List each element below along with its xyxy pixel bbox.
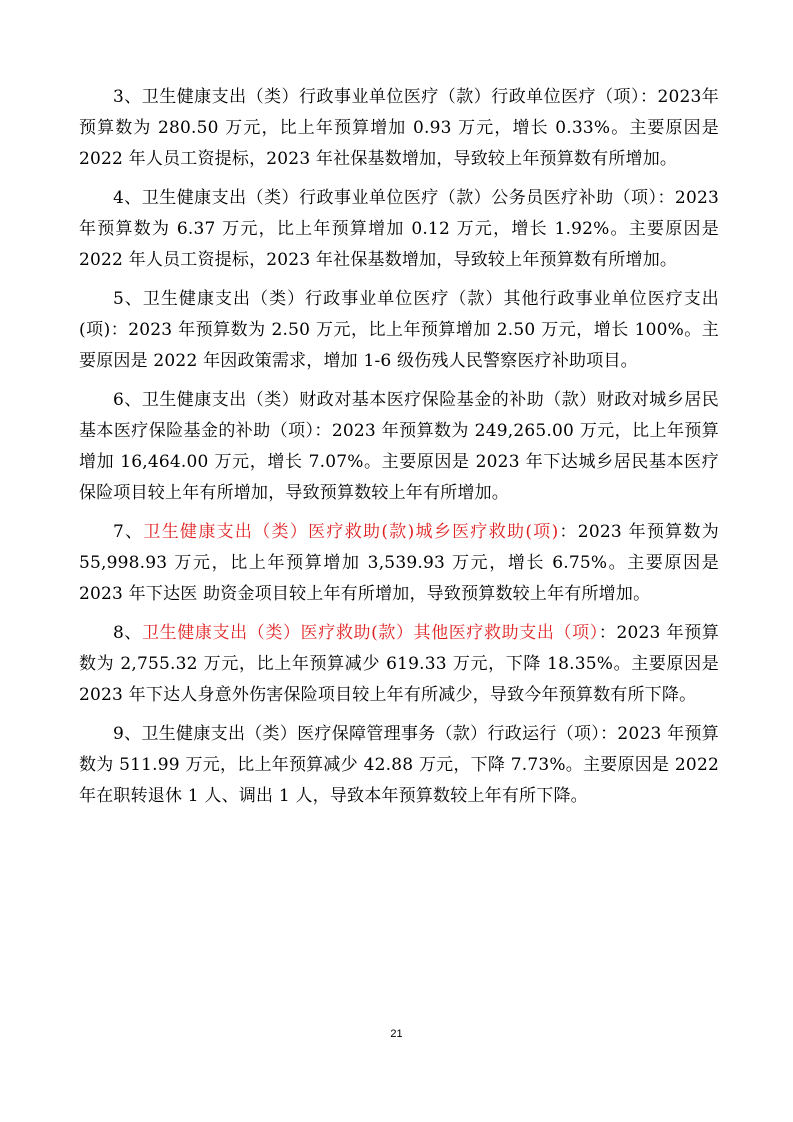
paragraph-item-3	[79, 82, 719, 175]
paragraph-prefix: 8、	[113, 623, 143, 643]
paragraph-item-7	[79, 517, 719, 610]
highlighted-heading: 卫生健康支出（类）医疗救助(款）其他医疗救助支出（项）	[142, 623, 599, 643]
document-body	[79, 82, 719, 820]
page-number: 21	[390, 1028, 403, 1040]
paragraph-item-4	[79, 183, 719, 276]
paragraph-text: ：2023 年预算数为 2,755.32 万元，比上年预算减少 619.33 万元，下降 18.35%。主要原因是 2023 年下达人身意外伤害保险项目较上年有所减少，导致今年预算数有所下降。	[79, 623, 720, 705]
paragraph-prefix: 7、	[113, 522, 144, 542]
paragraph-item-9	[79, 719, 719, 812]
paragraph-item-8	[79, 618, 719, 711]
paragraph-text: ：2023 年预算数为 55,998.93 万元，比上年预算增加 3,539.93 万元，增长 6.75%。主要原因是 2023 年下达医 助资金项目较上年有所增加，导致预算数较上年有所增加。	[79, 522, 719, 604]
paragraph-item-5	[79, 284, 719, 377]
paragraph-item-6	[79, 385, 719, 509]
paragraph-text: 9、卫生健康支出（类）医疗保障管理事务（款）行政运行（项）：2023 年预算数为 511.99 万元，比上年预算减少 42.88 万元，下降 7.73%。主要原因是 2022 年在职转退休 1 人、调出 1 人，导致本年预算数较上年有所下降。	[79, 724, 719, 806]
paragraph-text: 6、卫生健康支出（类）财政对基本医疗保险基金的补助（款）财政对城乡居民基本医疗保险基金的补助（项）：2023 年预算数为 249,265.00 万元，比上年预算增加 16,464.00 万元，增长 7.07%。主要原因是 2023 年下达城乡居民基本医疗保险项目较上年有所增加，导致预算数较上年有所增加。	[79, 390, 719, 503]
paragraph-text: 5、卫生健康支出（类）行政事业单位医疗（款）其他行政事业单位医疗支出(项)：2023 年预算数为 2.50 万元，比上年预算增加 2.50 万元，增长 100%。主要原因是 2022 年因政策需求，增加 1-6 级伤残人民警察医疗补助项目。	[79, 289, 719, 371]
highlighted-heading: 卫生健康支出（类）医疗救助(款)城乡医疗救助(项)	[143, 522, 559, 542]
paragraph-text: 3、卫生健康支出（类）行政事业单位医疗（款）行政单位医疗（项）：2023年预算数为 280.50 万元，比上年预算增加 0.93 万元，增长 0.33%。主要原因是 2022 年人员工资提标，2023 年社保基数增加，导致较上年预算数有所增加。	[79, 87, 719, 169]
paragraph-text: 4、卫生健康支出（类）行政事业单位医疗（款）公务员医疗补助（项）：2023 年预算数为 6.37 万元，比上年预算增加 0.12 万元，增长 1.92%。主要原因是 2022 年人员工资提标，2023 年社保基数增加，导致较上年预算数有所增加。	[79, 188, 719, 270]
